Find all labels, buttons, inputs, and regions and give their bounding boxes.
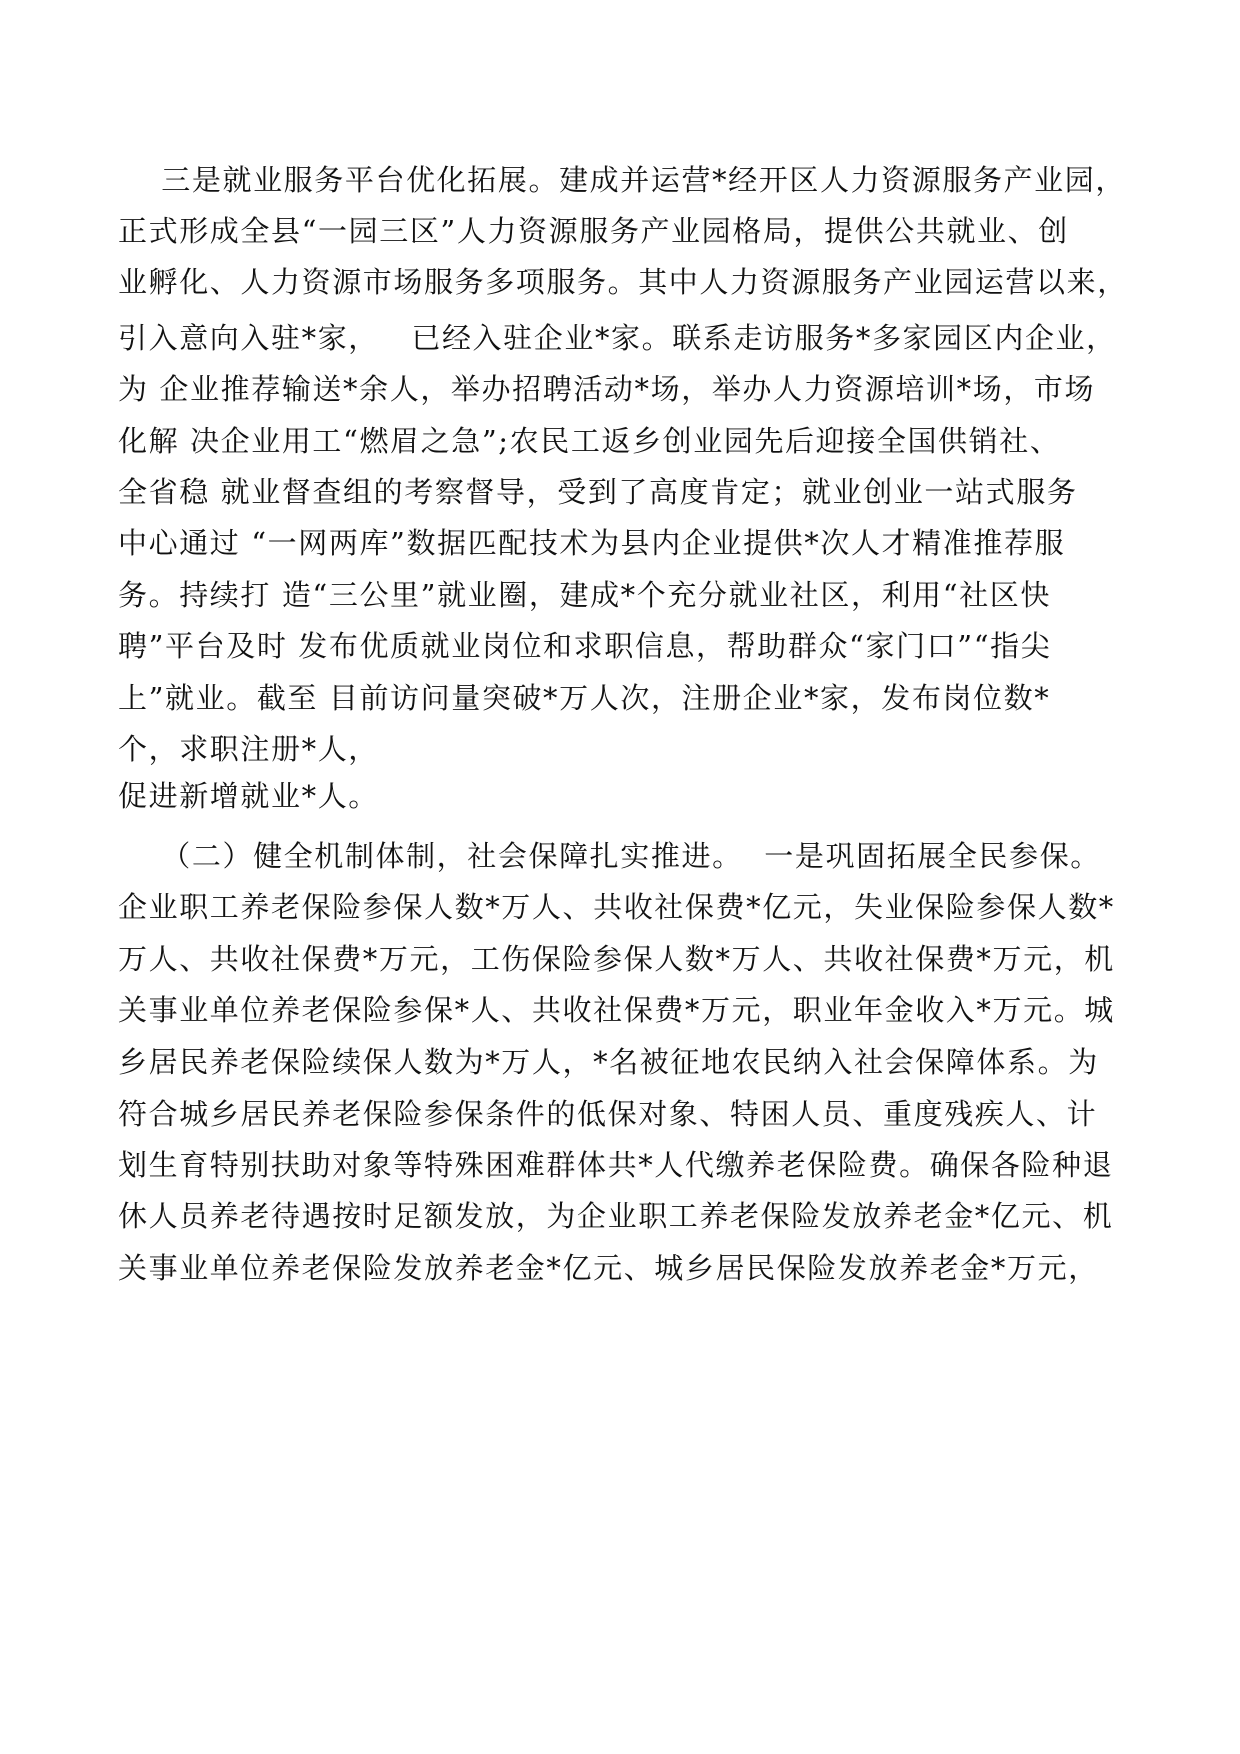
text-line: 为 企业推荐输送*余人，举办招聘活动*场，举办人力资源培训*场，市场	[118, 372, 1096, 406]
text-line: 务。持续打 造“三公里”就业圈，建成*个充分就业社区，利用“社区快	[118, 578, 1051, 612]
text-line: 企业职工养老保险参保人数*万人、共收社保费*亿元，失业保险参保人数*	[118, 890, 1115, 924]
text-line: 符合城乡居民养老保险参保条件的低保对象、特困人员、重度残疾人、计	[118, 1097, 1098, 1131]
text-line: 万人、共收社保费*万元，工伤保险参保人数*万人、共收社保费*万元，机	[118, 942, 1115, 976]
section-heading-line: （二）健全机制体制，社会保障扎实推进。 一是巩固拓展全民参保。	[118, 839, 1101, 873]
text-line: 三是就业服务平台优化拓展。建成并运营*经开区人力资源服务产业园，	[118, 163, 1126, 197]
text-line: 休人员养老待遇按时足额发放，为企业职工养老保险发放养老金*亿元、机	[118, 1199, 1114, 1233]
text-line: 关事业单位养老保险发放养老金*亿元、城乡居民保险发放养老金*万元，	[118, 1251, 1099, 1285]
text-line: 划生育特别扶助对象等特殊困难群体共*人代缴养老保险费。确保各险种退	[118, 1148, 1114, 1182]
text-line: 业孵化、人力资源市场服务多项服务。其中人力资源服务产业园运营以来，	[118, 265, 1128, 299]
text-line: 促进新增就业*人。	[118, 779, 379, 813]
text-line: 引入意向入驻*家， 已经入驻企业*家。联系走访服务*多家园区内企业，	[118, 321, 1117, 355]
text-line: 聘”平台及时 发布优质就业岗位和求职信息，帮助群众“家门口”“指尖	[118, 629, 1052, 663]
text-line: 关事业单位养老保险参保*人、共收社保费*万元，职业年金收入*万元。城	[118, 993, 1115, 1027]
text-line: 上”就业。截至 目前访问量突破*万人次，注册企业*家，发布岗位数*	[118, 681, 1051, 715]
text-line: 乡居民养老保险续保人数为*万人，*名被征地农民纳入社会保障体系。为	[118, 1045, 1099, 1079]
text-line: 化解 决企业用工“燃眉之急”;农民工返乡创业园先后迎接全国供销社、	[118, 424, 1061, 458]
text-line: 中心通过 “一网两库”数据匹配技术为县内企业提供*次人才精准推荐服	[118, 526, 1066, 560]
text-line: 正式形成全县“一园三区”人力资源服务产业园格局，提供公共就业、创	[118, 214, 1069, 248]
text-line: 个，求职注册*人，	[118, 732, 379, 766]
text-line: 全省稳 就业督查组的考察督导，受到了高度肯定；就业创业一站式服务	[118, 475, 1078, 509]
